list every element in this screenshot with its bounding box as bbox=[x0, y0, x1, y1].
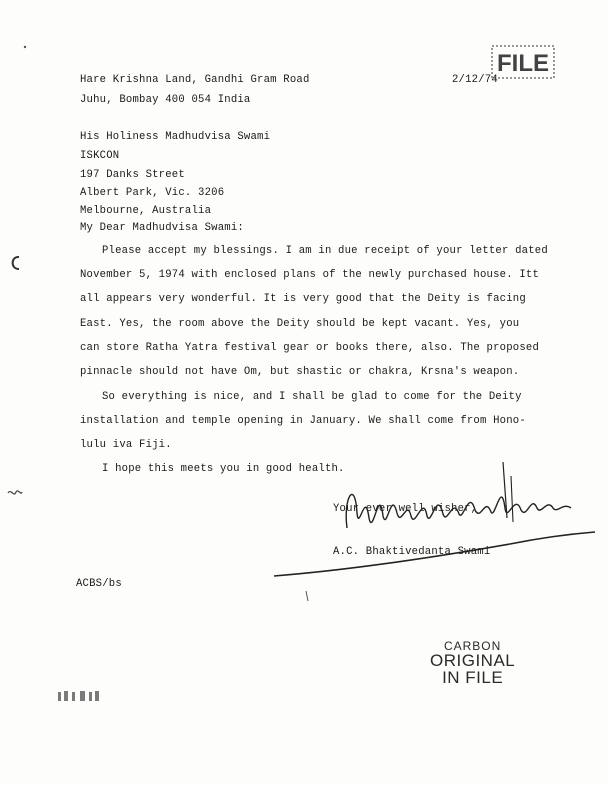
file-stamp bbox=[490, 44, 556, 80]
recipient-name: His Holiness Madhudvisa Swami bbox=[80, 131, 271, 143]
speck bbox=[304, 590, 310, 602]
typist-initials: ACBS/bs bbox=[76, 578, 122, 590]
valediction: Your ever well wisher, bbox=[333, 503, 478, 515]
body-line: can store Ratha Yatra festival gear or books there, also. The proposed bbox=[80, 342, 540, 354]
letter-date: 2/12/74 bbox=[452, 74, 498, 86]
body-line: lulu iva Fiji. bbox=[80, 439, 172, 451]
body-line: East. Yes, the room above the Deity should be kept vacant. Yes, you bbox=[80, 318, 520, 330]
body-line: I hope this meets you in good health. bbox=[102, 463, 345, 475]
body-line: So everything is nice, and I shall be glad to come for the Deity bbox=[102, 391, 522, 403]
margin-mark bbox=[8, 254, 22, 272]
margin-mark bbox=[6, 487, 24, 499]
body-line: November 5, 1974 with enclosed plans of the newly purchased house. Itt bbox=[80, 269, 540, 281]
signer-name: A.C. Bhaktivedanta Swami bbox=[333, 546, 491, 558]
body-line: Please accept my blessings. I am in due receipt of your letter dated bbox=[102, 245, 548, 257]
body-line: pinnacle should not have Om, but shastic or chakra, Krsna's weapon. bbox=[80, 366, 520, 378]
carbon-stamp-line2: ORIGINAL bbox=[430, 651, 516, 670]
address-line-1: Hare Krishna Land, Gandhi Gram Road bbox=[80, 74, 310, 86]
carbon-stamp bbox=[430, 640, 515, 686]
address-line-2: Juhu, Bombay 400 054 India bbox=[80, 94, 251, 106]
body-line: installation and temple opening in January. We shall come from Hono- bbox=[80, 415, 526, 427]
speck bbox=[22, 44, 28, 50]
recipient-country: Melbourne, Australia bbox=[80, 205, 212, 217]
recipient-org: ISKCON bbox=[80, 150, 120, 162]
carbon-stamp-line3: IN FILE bbox=[442, 668, 504, 687]
smudge-mark bbox=[56, 688, 104, 704]
salutation: My Dear Madhudvisa Swami: bbox=[80, 222, 244, 234]
carbon-stamp-line1: CARBON bbox=[443, 639, 502, 653]
svg-text:FILE: FILE bbox=[497, 50, 549, 77]
recipient-street: 197 Danks Street bbox=[80, 169, 185, 181]
signature-underline bbox=[270, 528, 600, 580]
body-line: all appears very wonderful. It is very good that the Deity is facing bbox=[80, 293, 526, 305]
recipient-city: Albert Park, Vic. 3206 bbox=[80, 187, 225, 199]
